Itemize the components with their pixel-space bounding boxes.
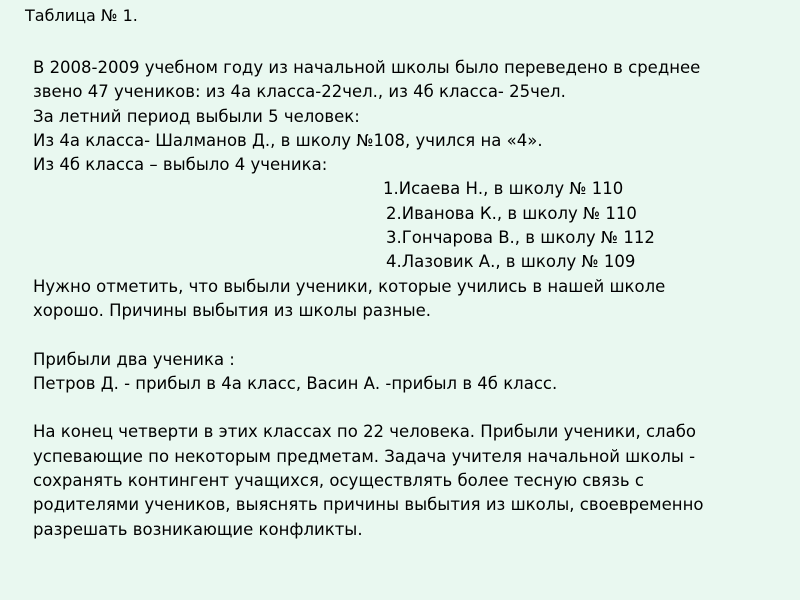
paragraph-1-line-4: Из 4а класса- Шалманов Д., в школу №108, учился на «4». <box>33 130 543 150</box>
spacer <box>33 323 773 347</box>
spacer <box>33 396 773 420</box>
paragraph-4-line-1: На конец четверти в этих классах по 22 человека. Прибыли ученики, слабо <box>33 422 696 442</box>
student-item-2: 2.Иванова К., в школу № 110 <box>386 203 637 223</box>
slide-title: Таблица № 1. <box>25 6 138 25</box>
paragraph-1-line-3: За летний период выбыли 5 человек: <box>33 106 360 126</box>
paragraph-1-line-5: Из 4б класса – выбыло 4 ученика: <box>33 155 328 175</box>
paragraph-3-line-2: Петров Д. - прибыл в 4а класс, Васин А. -прибыл в 4б класс. <box>33 373 558 393</box>
student-item-3: 3.Гончарова В., в школу № 112 <box>386 228 655 248</box>
paragraph-2-line-1: Нужно отметить, что выбыли ученики, которые учились в нашей школе <box>33 276 666 296</box>
paragraph-2-line-2: хорошо. Причины выбытия из школы разные. <box>33 300 431 320</box>
paragraph-4-line-4: родителями учеников, выяснять причины выбытия из школы, своевременно <box>33 495 704 515</box>
student-item-1: 1.Исаева Н., в школу № 110 <box>383 179 624 199</box>
paragraph-4-line-5: разрешать возникающие конфликты. <box>33 519 363 539</box>
paragraph-4-line-2: успевающие по некоторым предметам. Задача учителя начальной школы - <box>33 446 696 466</box>
student-item-4: 4.Лазовик А., в школу № 109 <box>386 252 636 272</box>
paragraph-1-line-2: звено 47 учеников: из 4а класса-22чел., из 4б класса- 25чел. <box>33 82 566 102</box>
paragraph-1-line-1: В 2008-2009 учебном году из начальной школы было переведено в среднее <box>33 58 701 77</box>
slide-body <box>33 56 773 542</box>
paragraph-4-line-3: сохранять контингент учащихся, осуществлять более тесную связь с <box>33 471 644 491</box>
paragraph-3-line-1: Прибыли два ученика : <box>33 349 235 369</box>
